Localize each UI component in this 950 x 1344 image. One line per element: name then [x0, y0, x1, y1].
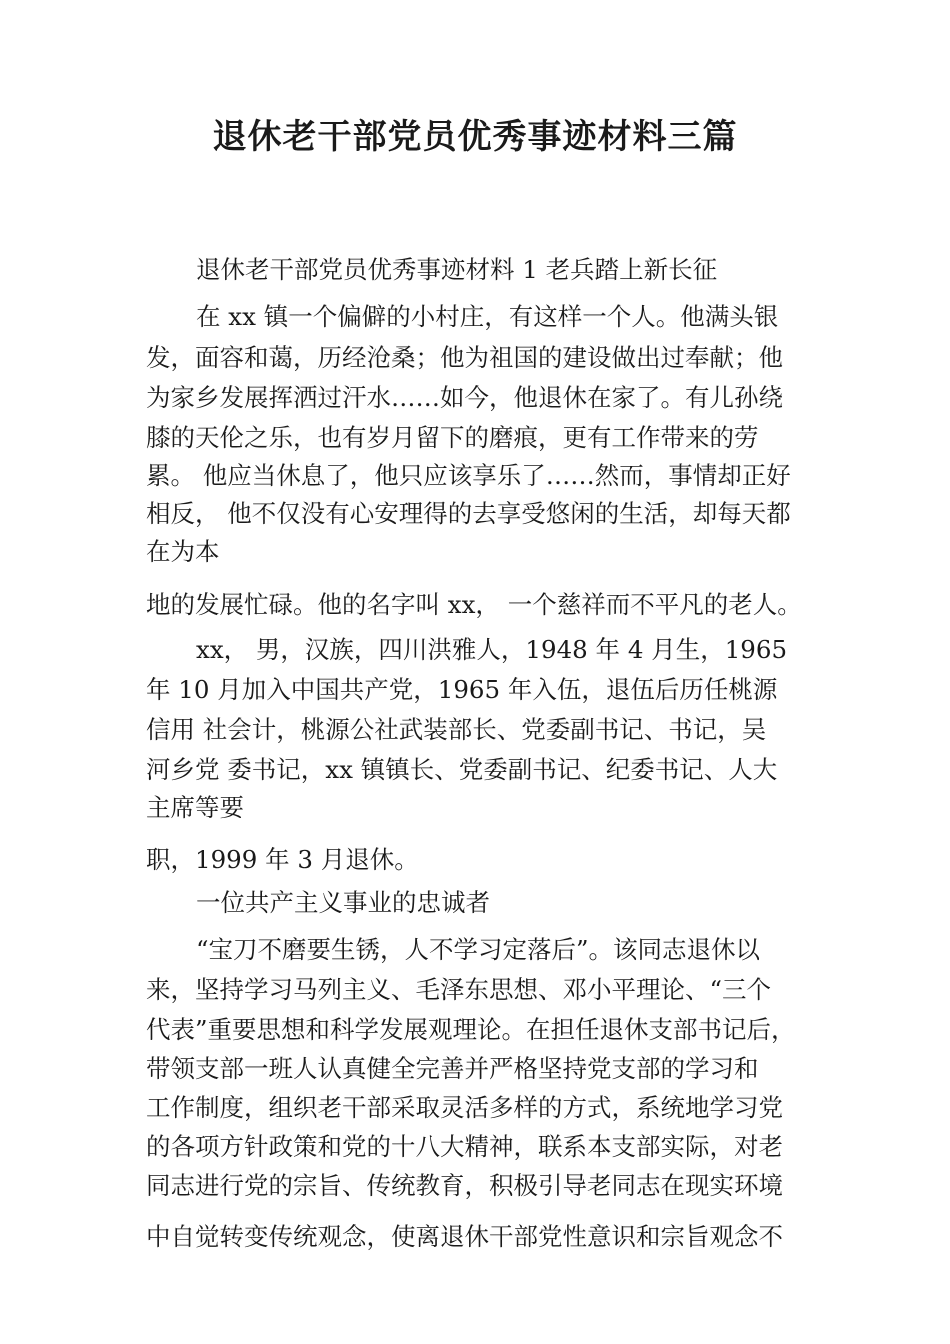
paragraph-line: 带领支部一班人认真健全完善并严格坚持党支部的学习和	[146, 1054, 759, 1083]
paragraph-line: 工作制度，组织老干部采取灵活多样的方式，系统地学习党	[146, 1093, 783, 1122]
paragraph-line: 来，坚持学习马列主义、毛泽东思想、邓小平理论、“三个	[146, 975, 772, 1004]
paragraph-line: 发，面容和蔼，历经沧桑；他为祖国的建设做出过奉献；他	[146, 343, 783, 372]
paragraph-line: 在为本	[146, 537, 220, 566]
paragraph-line: 相反， 他不仅没有心安理得的去享受悠闲的生活，却每天都	[146, 499, 791, 528]
paragraph-line: 同志进行党的宗旨、传统教育，积极引导老同志在现实环境	[146, 1171, 783, 1200]
paragraph-line: 累。 他应当休息了，他只应该享乐了……然而，事情却正好	[146, 461, 791, 490]
paragraph-line: 膝的天伦之乐，也有岁月留下的磨痕，更有工作带来的劳	[146, 423, 759, 452]
paragraph-line: “宝刀不磨要生锈，人不学习定落后”。该同志退休以	[196, 935, 761, 964]
paragraph-line: 职，1999 年 3 月退休。	[146, 845, 419, 874]
section-heading: 退休老干部党员优秀事迹材料 1 老兵踏上新长征	[196, 255, 718, 284]
paragraph-line: xx， 男，汉族，四川洪雅人，1948 年 4 月生，1965	[196, 635, 788, 664]
paragraph-line: 地的发展忙碌。他的名字叫 xx， 一个慈祥而不平凡的老人。	[146, 590, 802, 619]
paragraph-line: 年 10 月加入中国共产党，1965 年入伍，退伍后历任桃源	[146, 675, 778, 704]
paragraph-line: 为家乡发展挥洒过汗水……如今，他退休在家了。有儿孙绕	[146, 383, 783, 412]
section-heading: 一位共产主义事业的忠诚者	[196, 888, 490, 917]
paragraph-line: 河乡党 委书记，xx 镇镇长、党委副书记、纪委书记、人大	[146, 755, 778, 784]
paragraph-line: 信用 社会计，桃源公社武装部长、党委副书记、书记，吴	[146, 715, 767, 744]
document-title: 退休老干部党员优秀事迹材料三篇	[212, 117, 738, 157]
paragraph-line: 中自觉转变传统观念，使离退休干部党性意识和宗旨观念不	[146, 1222, 783, 1251]
paragraph-line: 代表”重要思想和科学发展观理论。在担任退休支部书记后，	[146, 1015, 796, 1044]
paragraph-line: 主席等要	[146, 793, 244, 822]
paragraph-line: 的各项方针政策和党的十八大精神，联系本支部实际，对老	[146, 1132, 783, 1161]
paragraph-line: 在 xx 镇一个偏僻的小村庄，有这样一个人。他满头银	[196, 302, 779, 331]
